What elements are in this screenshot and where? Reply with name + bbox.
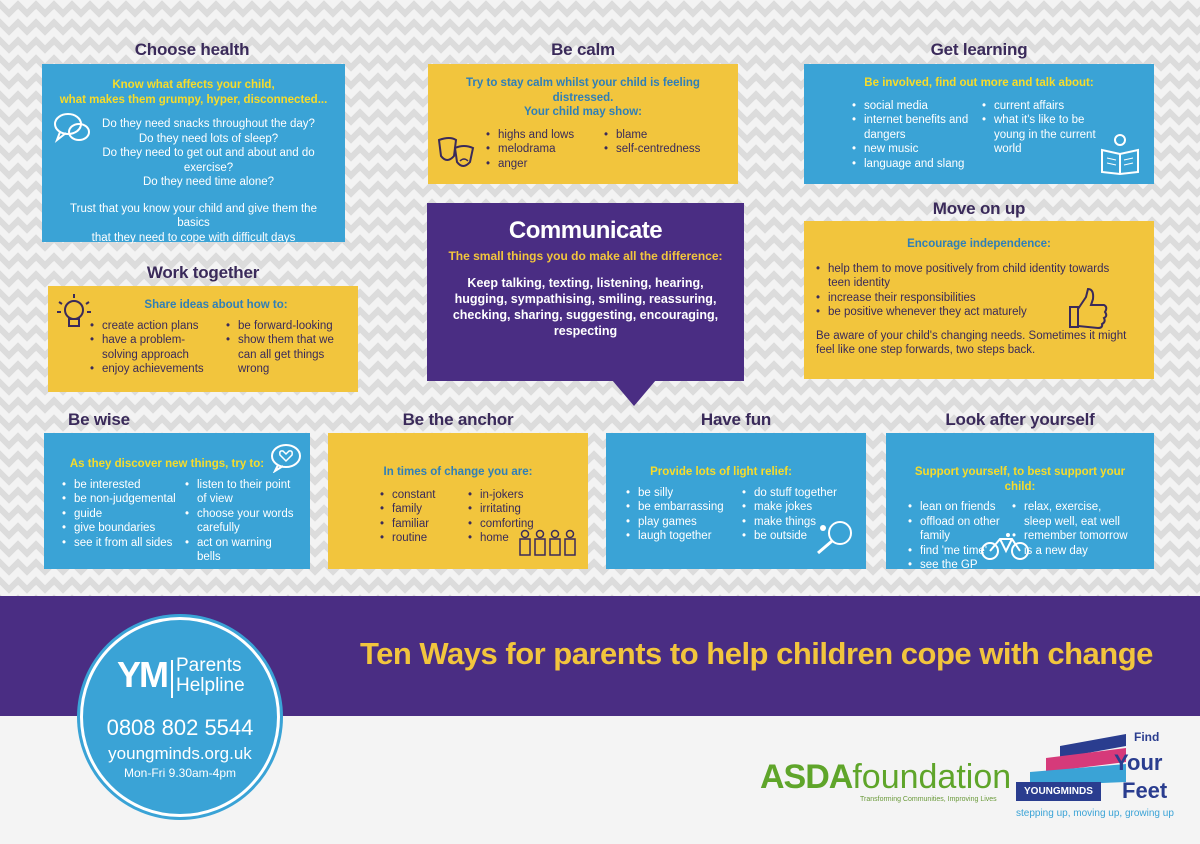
look-after-item: • lean on friends: [908, 500, 1004, 515]
work-together-box: [48, 286, 358, 392]
be-wise-item: • see it from all sides: [62, 536, 177, 551]
helpline-badge: [80, 617, 280, 817]
have-fun-item: • be embarrassing: [626, 500, 734, 515]
be-calm-item: • melodrama: [486, 142, 596, 157]
find-your-feet-tagline: stepping up, moving up, growing up: [1016, 808, 1174, 819]
be-wise-item: • guide: [62, 507, 177, 522]
be-anchor-item: • constant: [380, 488, 460, 503]
be-wise-item: • choose your words carefully: [185, 507, 298, 536]
get-learning-item: • current affairs: [982, 99, 1100, 114]
be-wise-item: • act on warning bells: [185, 536, 298, 565]
choose-health-line: Do they need lots of sleep?: [138, 132, 279, 145]
be-anchor-item: • familiar: [380, 517, 460, 532]
be-wise-item: • give boundaries: [62, 521, 177, 536]
move-on-up-footer: Be aware of your child's changing needs. Sometimes it might feel like one step forwards, two steps back.: [816, 329, 1127, 356]
family-icon: [518, 529, 578, 557]
asda-tagline: Transforming Communities, Improving Lives: [860, 796, 997, 803]
communicate-tail: [612, 380, 656, 406]
youngminds-logo: YM: [117, 654, 167, 695]
feet-word: Feet: [1122, 778, 1168, 803]
asda-foundation-logo: [760, 758, 1012, 803]
be-calm-box: [428, 64, 738, 184]
have-fun-item: • laugh together: [626, 529, 734, 544]
be-anchor-item: • routine: [380, 531, 460, 546]
helpline-phone[interactable]: 0808 802 5544: [106, 715, 254, 740]
communicate-sub: The small things you do make all the difference:: [448, 249, 723, 263]
move-on-up-item: • be positive whenever they act maturely: [816, 305, 1116, 320]
have-fun-box: [606, 433, 866, 569]
be-anchor-item: • in-jokers: [468, 488, 558, 503]
be-anchor-box: [328, 433, 588, 569]
move-on-up-item: • help them to move positively from child identity towards teen identity: [816, 262, 1116, 291]
choose-health-line: Do they need snacks throughout the day?: [102, 118, 315, 130]
work-together-item: • create action plans: [90, 319, 218, 334]
be-calm-sub2: Your child may show:: [524, 106, 642, 118]
look-after-item: • see the GP: [908, 558, 1004, 573]
bicycle-icon: [980, 533, 1030, 561]
look-after-item: • remember tomorrow is a new day: [1012, 529, 1132, 558]
choose-health-footer: Trust that you know your child and give them the basics: [70, 202, 317, 229]
be-anchor-item: • family: [380, 502, 460, 517]
helpline-name: [176, 656, 245, 696]
ping-pong-icon: [814, 519, 858, 557]
be-wise-box: [44, 433, 310, 569]
communicate-heading: Communicate: [508, 217, 663, 244]
be-calm-item: • anger: [486, 157, 596, 172]
choose-health-line: Do they need time alone?: [142, 176, 275, 188]
be-wise-sub: As they discover new things, try to:: [69, 458, 265, 470]
poster-title: Ten Ways for parents to help children cope with change: [360, 636, 1153, 671]
helpline-website[interactable]: youngminds.org.uk: [108, 744, 252, 763]
work-together-item: • be forward-looking: [226, 319, 346, 334]
look-after-heading: Look after yourself: [945, 410, 1095, 429]
be-wise-heading: Be wise: [68, 410, 130, 429]
be-wise-item: • be non-judgemental: [62, 492, 177, 507]
be-calm-item: • self-centredness: [604, 142, 700, 157]
thumbs-up-icon: [1066, 287, 1110, 331]
find-your-feet-logo: [1010, 728, 1174, 828]
communicate-body: Keep talking, texting, listening, hearing, hugging, sympathising, smiling, reassuring, checking, sharing, suggesting, encouraging, respecting: [452, 276, 719, 338]
have-fun-item: • make jokes: [742, 500, 852, 515]
get-learning-item: • new music: [852, 142, 974, 157]
look-after-item: • offload on other family: [908, 515, 1004, 544]
speech-bubbles-icon: [52, 110, 92, 146]
be-calm-sub1: Try to stay calm whilst your child is feeling distressed.: [466, 77, 700, 104]
helpline-line2: Helpline: [176, 675, 245, 696]
choose-health-sub1: Know what affects your child,: [112, 79, 275, 91]
be-calm-item: • highs and lows: [486, 128, 596, 143]
be-calm-heading: Be calm: [551, 40, 615, 59]
reading-person-icon: [1098, 132, 1142, 176]
be-wise-item: • be interested: [62, 478, 177, 493]
have-fun-item: • be outside: [742, 529, 852, 544]
helpline-hours: Mon-Fri 9.30am-4pm: [123, 766, 237, 780]
lightbulb-icon: [54, 292, 94, 334]
get-learning-heading: Get learning: [930, 40, 1028, 59]
find-word: Find: [1134, 730, 1160, 744]
look-after-item: • relax, exercise, sleep well, eat well: [1012, 500, 1132, 529]
move-on-up-sub: Encourage independence:: [907, 238, 1051, 250]
move-on-up-item: • increase their responsibilities: [816, 291, 1116, 306]
your-word: Your: [1114, 750, 1163, 775]
choose-health-line: Do they need to get out and about and do exercise?: [102, 147, 315, 174]
asda-brand: ASDA: [760, 758, 853, 796]
move-on-up-box: [804, 221, 1154, 379]
get-learning-item: • social media: [852, 99, 974, 114]
helpline-line1: Parents: [176, 655, 242, 676]
choose-health-footer: that they need to cope with difficult days: [91, 231, 296, 244]
have-fun-item: • play games: [626, 515, 734, 530]
have-fun-sub: Provide lots of light relief:: [650, 466, 792, 478]
have-fun-item: • do stuff together: [742, 486, 852, 501]
choose-health-heading: Choose health: [134, 40, 250, 59]
choose-health-box: [42, 64, 345, 242]
communicate-box: [427, 203, 744, 381]
asda-foundation-word: foundation: [852, 758, 1012, 796]
heart-speech-icon: [270, 443, 302, 473]
theatre-masks-icon: [436, 136, 476, 172]
be-calm-item: • blame: [604, 128, 700, 143]
have-fun-item: • be silly: [626, 486, 734, 501]
be-anchor-heading: Be the anchor: [402, 410, 514, 429]
get-learning-item: • internet benefits and dangers: [852, 113, 974, 142]
be-anchor-item: • home: [468, 531, 558, 546]
be-anchor-item: • irritating: [468, 502, 558, 517]
have-fun-heading: Have fun: [700, 410, 772, 429]
look-after-item: • find 'me time': [908, 544, 1004, 559]
work-together-heading: Work together: [146, 263, 260, 282]
get-learning-box: [804, 64, 1154, 184]
be-wise-item: • listen to their point of view: [185, 478, 298, 507]
work-together-item: • show them that we can all get things wrong: [226, 333, 346, 377]
look-after-sub: Support yourself, to best support your child:: [914, 466, 1126, 493]
work-together-item: • have a problem-solving approach: [90, 333, 218, 362]
logo-separator: [171, 660, 173, 698]
choose-health-sub2: what makes them grumpy, hyper, disconnected...: [59, 93, 328, 106]
have-fun-item: • make things: [742, 515, 852, 530]
be-anchor-sub: In times of change you are:: [383, 466, 533, 478]
get-learning-item: • language and slang: [852, 157, 974, 172]
work-together-sub: Share ideas about how to:: [144, 299, 288, 311]
get-learning-item: • what it's like to be young in the current world: [982, 113, 1100, 157]
youngminds-wordmark: YOUNGMINDS: [1016, 782, 1101, 801]
get-learning-sub: Be involved, find out more and talk about:: [864, 77, 1094, 89]
be-anchor-item: • comforting: [468, 517, 558, 532]
work-together-item: • enjoy achievements: [90, 362, 218, 377]
move-on-up-heading: Move on up: [932, 199, 1026, 218]
look-after-box: [886, 433, 1154, 569]
